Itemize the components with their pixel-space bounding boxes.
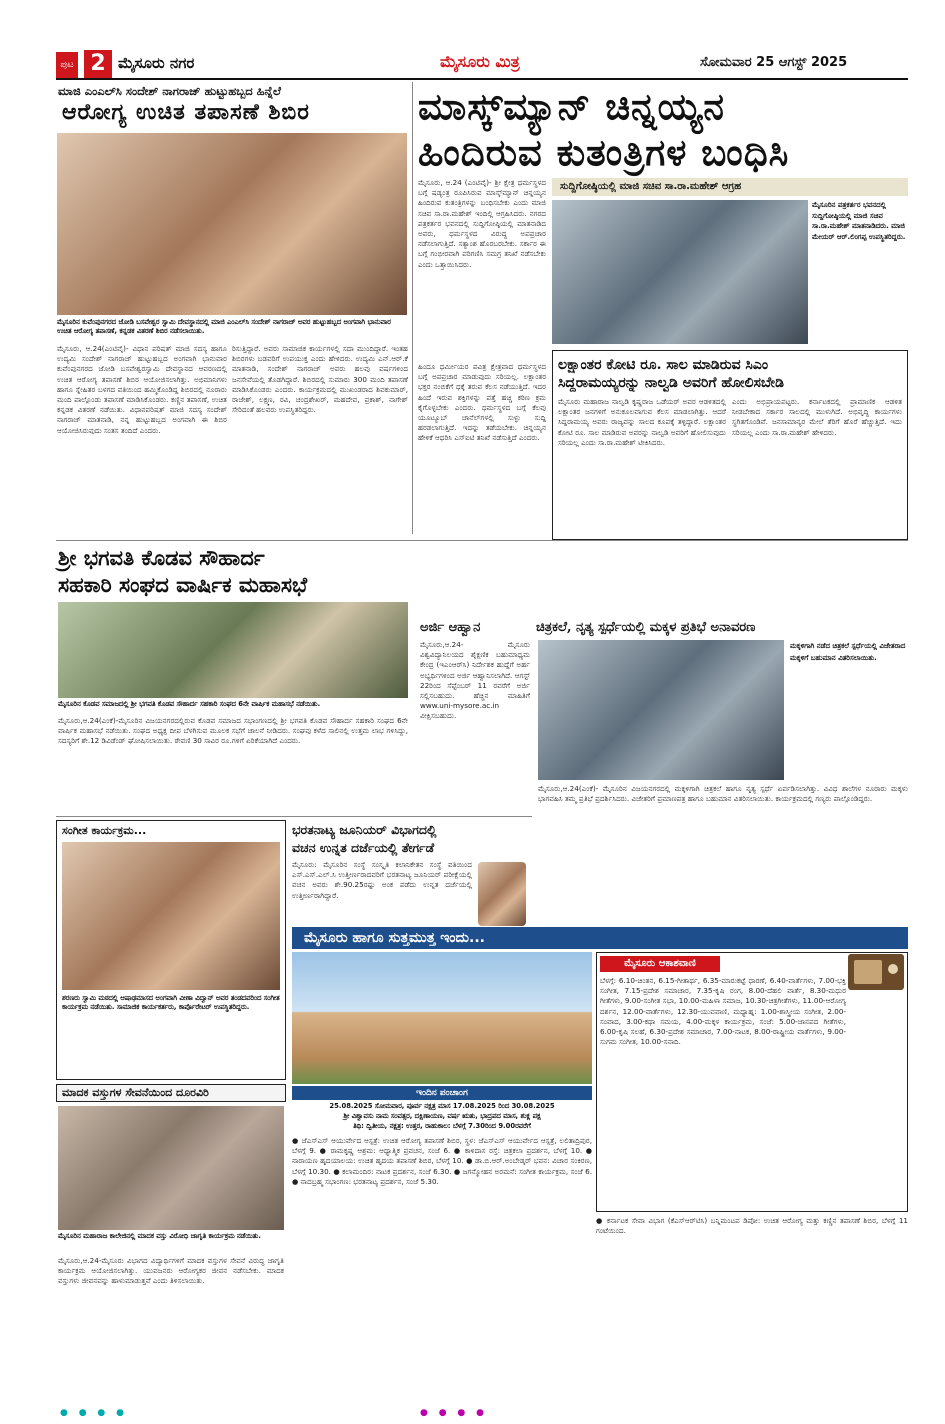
registration-marks-center: ● ● ● ●	[420, 1408, 488, 1418]
lead-photo-caption: ಮೈಸೂರಿನ ಪತ್ರಕರ್ತರ ಭವನದಲ್ಲಿ ಸುದ್ದಿಗೋಷ್ಠಿಯಲ್ಲಿ ಮಾಜಿ ಸಚಿವ ಸಾ.ರಾ.ಮಹೇಶ್ ಮಾತನಾಡಿದರು. ಮಾಜಿ ಮೇಯರ್ ಆರ್.ಲಿಂಗಪ್ಪ ಉಪಸ್ಥಿತರಿದ್ದರು.	[812, 201, 906, 241]
drug-awareness-photo	[58, 1106, 284, 1230]
story1-caption: ಮೈಸೂರಿನ ಕುವೆಂಪುನಗರದ ಜೋಡಿ ಬಸವೇಶ್ವರ ಸ್ವಾಮಿ ದೇವಸ್ಥಾನದಲ್ಲಿ ಮಾಜಿ ಎಂಎಲ್‌ಸಿ ಸಂದೇಶ್ ನಾಗರಾಜ್ ಅವರ ಹುಟ್ಟುಹಬ್ಬದ ಅಂಗವಾಗಿ ಭಾನುವಾರ ಉಚಿತ ಆರೋಗ್ಯ ತಪಾಸಣೆ, ಕನ್ನಡಕ ವಿತರಣೆ ಶಿಬಿರ ನಡೆಸಲಾಯಿತು.	[57, 318, 391, 335]
dancer-photo	[478, 862, 526, 926]
story3-caption: ಮೈಸೂರಿನ ಕೊಡವ ಸಮಾಜದಲ್ಲಿ ಶ್ರೀ ಭಗವತಿ ಕೊಡವ ಸೌಹಾರ್ದ ಸಹಕಾರಿ ಸಂಘದ 6ನೇ ವಾರ್ಷಿಕ ಮಹಾಸಭೆ ನಡೆಯಿತು.	[58, 700, 321, 708]
drawing-body: ಮೈಸೂರು,ಆ.24(ಎಂಕೆ)- ಮೈಸೂರಿನ ವಿಜಯನಗರದಲ್ಲಿ ಮಕ್ಕಳಿಗಾಗಿ ಚಿತ್ರಕಲೆ ಹಾಗೂ ನೃತ್ಯ ಸ್ಪರ್ಧೆ ಏರ್ಪಡಿಸಲಾಗಿತ್ತು. ವಿವಿಧ ಶಾಲೆಗಳ ನೂರಾರು ಮಕ್ಕಳು ಭಾಗವಹಿಸಿ ತಮ್ಮ ಪ್ರತಿಭೆ ಪ್ರದರ್ಶಿಸಿದರು. ವಿಜೇತರಿಗೆ ಪ್ರಮಾಣಪತ್ರ ಹಾಗೂ ಬಹುಮಾನ ವಿತರಿಸಲಾಯಿತು. ಕಾರ್ಯಕ್ರಮದಲ್ಲಿ ಗಣ್ಯರು ಪಾಲ್ಗೊಂಡಿದ್ದರು.	[538, 784, 908, 804]
today-events: ● ಜೆಎಸ್‌ಎಸ್ ಆಯುರ್ವೇದ ಆಸ್ಪತ್ರೆ: ಉಚಿತ ಆರೋಗ್ಯ ತಪಾಸಣೆ ಶಿಬಿರ, ಸ್ಥಳ: ಜೆಎಸ್‌ಎಸ್ ಆಯುರ್ವೇದ ಆಸ್ಪತ್ರೆ, ಲಲಿತಾದ್ರಿಪುರ, ಬೆಳಗ್ಗೆ 9. ● ರಾಮಕೃಷ್ಣ ಆಶ್ರಮ: ಆಧ್ಯಾತ್ಮಿಕ ಪ್ರವಚನ, ಸಂಜೆ 6. ● ಕಾಳಿದಾಸ ರಸ್ತೆ: ಚಿತ್ರಕಲಾ ಪ್ರದರ್ಶನ, ಬೆಳಗ್ಗೆ 10. ● ನಾರಾಯಣ ಹೃದಯಾಲಯ: ಉಚಿತ ಹೃದಯ ತಪಾಸಣೆ ಶಿಬಿರ, ಬೆಳಗ್ಗೆ 10. ● ಡಾ.ಬಿ.ಆರ್.ಅಂಬೇಡ್ಕರ್ ಭವನ: ವಿಚಾರ ಸಂಕಿರಣ, ಬೆಳಗ್ಗೆ 10.30. ● ಕಲಾಮಂದಿರ: ನಾಟಕ ಪ್ರದರ್ಶನ, ಸಂಜೆ 6.30. ● ಜಗನ್ಮೋಹನ ಅರಮನೆ: ಸಂಗೀತ ಕಾರ್ಯಕ್ರಮ, ಸಂಜೆ 6. ● ನಾದಬ್ರಹ್ಮ ಸಭಾಂಗಣ: ಭರತನಾಟ್ಯ ಪ್ರದರ್ಶನ, ಸಂಜೆ 5.30.	[292, 1136, 592, 1186]
page-number: 2	[84, 50, 112, 78]
panchanga-title: ಇಂದಿನ ಪಂಚಾಂಗ	[292, 1086, 592, 1100]
music-caption: ಶರಣರು ಸ್ವಾಮಿ ಮಠದಲ್ಲಿ ಆಷಾಢಮಾಸದ ಅಂಗವಾಗಿ ವೀಣಾ ವಿದ್ವಾನ್ ಅವರ ತಂಡದವರಿಂದ ಸಂಗೀತ ಕಾರ್ಯಕ್ರಮ ನಡೆಯಿತು. ಸಾಮಾಜಿಕ ಕಾರ್ಯಕರ್ತರು, ಕಾರ್ಪೊರೇಟರ್ ಉಪಸ್ಥಿತರಿದ್ದರು.	[62, 994, 280, 1011]
registration-marks-left: ● ● ● ●	[60, 1408, 128, 1418]
mysore-palace-photo	[292, 952, 592, 1084]
drug-title: ಮಾದಕ ವಸ್ತುಗಳ ಸೇವನೆಯಿಂದ ದೂರವಿರಿ	[62, 1086, 209, 1099]
story2-headline-line2: ಸಿದ್ದರಾಮಯ್ಯರನ್ನು ನಾಲ್ವಡಿ ಅವರಿಗೆ ಹೋಲಿಸಬೇಡಿ	[558, 375, 784, 391]
panchanga-line1: 25.08.2025 ಸೋಮವಾರ, ಪೂರ್ವ ನಕ್ಷತ್ರ ಮಾಸ 17.08.2025 ರಿಂದ 30.08.2025	[329, 1102, 555, 1110]
page-tag: ಪುಟ	[56, 52, 78, 78]
column-rule	[412, 82, 413, 534]
header-rule	[56, 78, 908, 80]
drawing-photo	[538, 640, 784, 780]
music-title: ಸಂಗೀತ ಕಾರ್ಯಕ್ರಮ...	[62, 824, 147, 837]
bharata-headline-line2: ವಚನ ಉನ್ನತ ದರ್ಜೆಯಲ್ಲಿ ತೇರ್ಗಡೆ	[292, 840, 435, 855]
press-meet-photo	[552, 200, 808, 344]
drug-body: ಮೈಸೂರು,ಆ.24-ಮೈಸೂರು ವಿಭಾಗದ ವಿದ್ಯಾರ್ಥಿಗಳಿಗೆ ಮಾದಕ ವಸ್ತುಗಳ ಸೇವನೆ ವಿರುದ್ಧ ಜಾಗೃತಿ ಕಾರ್ಯಕ್ರಮ ಆಯೋಜಿಸಲಾಗಿತ್ತು. ಯುವಜನರು ಆರೋಗ್ಯಕರ ಜೀವನ ನಡೆಸಬೇಕು. ಮಾದಕ ವಸ್ತುಗಳು ಜೀವನವನ್ನು ಹಾಳುಮಾಡುತ್ತವೆ ಎಂದು ತಿಳಿಸಲಾಯಿತು.	[58, 1256, 284, 1286]
drug-caption: ಮೈಸೂರಿನ ಮಹಾರಾಜ ಕಾಲೇಜಿನಲ್ಲಿ ಮಾದಕ ವಸ್ತು ವಿರೋಧಿ ಜಾಗೃತಿ ಕಾರ್ಯಕ್ರಮ ನಡೆಯಿತು.	[58, 1232, 261, 1240]
lead-body: ಮೈಸೂರು, ಆ.24 (ಎಂಟಿವೈ)- ಶ್ರೀ ಕ್ಷೇತ್ರ ಧರ್ಮಸ್ಥಳದ ಬಗ್ಗೆ ಷಡ್ಯಂತ್ರ ರೂಪಿಸಿರುವ ಮಾಸ್ಕ್‌ಮ್ಯಾನ್ ಚಿನ್ನಯ್ಯನ ಹಿಂದಿರುವ ಕುತಂತ್ರಿಗಳನ್ನು ಬಂಧಿಸಬೇಕು ಎಂದು ಮಾಜಿ ಸಚಿವ ಸಾ.ರಾ.ಮಹೇಶ್ ಇಂದಿಲ್ಲಿ ಆಗ್ರಹಿಸಿದರು. ನಗರದ ಪತ್ರಕರ್ತರ ಭವನದಲ್ಲಿ ಸುದ್ದಿಗೋಷ್ಠಿಯಲ್ಲಿ ಮಾತನಾಡಿದ ಅವರು, ಧರ್ಮಸ್ಥಳದ ವಿರುದ್ಧ ಅಪಪ್ರಚಾರ ನಡೆಸಲಾಗುತ್ತಿದೆ. ಸತ್ಯಾಂಶ ಹೊರಬರಬೇಕು. ಸರ್ಕಾರ ಈ ಬಗ್ಗೆ ಗಂಭೀರವಾಗಿ ಪರಿಗಣಿಸಿ ಸಮಗ್ರ ತನಿಖೆ ನಡೆಸಬೇಕು ಎಂದು ಒತ್ತಾಯಿಸಿದರು.	[418, 178, 546, 269]
lead-headline-line2: ಹಿಂದಿರುವ ಕುತಂತ್ರಿಗಳ ಬಂಧಿಸಿ	[418, 130, 790, 174]
bharata-body: ಮೈಸೂರು: ಮೈಸೂರಿನ ಸಂಸ್ಥೆ ಸಂಸ್ಕೃತಿ ಕಲಾನಿಕೇತನ ಸಂಸ್ಥೆ ವತಿಯಿಂದ ಎಸ್.ಎಸ್.ಎಲ್.ಸಿ ಉತ್ತೀರ್ಣರಾದವರಿಗೆ ಭರತನಾಟ್ಯ ಜೂನಿಯರ್ ಪರೀಕ್ಷೆಯಲ್ಲಿ ವಚನ ಅವರು ಶೇ.90.25ರಷ್ಟು ಅಂಕ ಪಡೆದು ಉನ್ನತ ದರ್ಜೆಯಲ್ಲಿ ಉತ್ತೀರ್ಣರಾಗಿದ್ದಾರೆ.	[292, 860, 472, 900]
kodava-meeting-photo	[58, 602, 408, 698]
panchanga-line3: ತಿಥಿ: ದ್ವಿತೀಯ, ನಕ್ಷತ್ರ: ಉತ್ತರ, ರಾಹುಕಾಲ: ಬೆಳಗ್ಗೆ 7.30ರಿಂದ 9.00ರವರೆಗೆ	[353, 1122, 531, 1130]
music-photo	[62, 842, 280, 990]
radio-title: ಮೈಸೂರು ಆಕಾಶವಾಣಿ	[600, 956, 720, 972]
radio-icon	[848, 954, 904, 990]
bharata-headline-line1: ಭರತನಾಟ್ಯ ಜೂನಿಯರ್ ವಿಭಾಗದಲ್ಲಿ	[292, 822, 437, 837]
lead-subhead: ಸುದ್ದಿಗೋಷ್ಠಿಯಲ್ಲಿ ಮಾಜಿ ಸಚಿವ ಸಾ.ರಾ.ಮಹೇಶ್ ಆಗ್ರಹ	[552, 178, 908, 196]
section-rule-2	[56, 816, 532, 817]
lead-headline-line1: ಮಾಸ್ಕ್‌ಮ್ಯಾನ್ ಚಿನ್ನಯ್ಯನ	[418, 84, 725, 128]
story1-body-right: ರಿಸುತ್ತಿದ್ದಾರೆ. ಅವರು ಸಾಮಾಜಿಕ ಕಾರ್ಯಗಳಲ್ಲಿ ಸದಾ ಮುಂದಿದ್ದಾರೆ. ಇಂತಹ ಶಿಬಿರಗಳು ಬಡವರಿಗೆ ಉಪಯುಕ್ತ ಎಂದು ಹೇಳಿದರು. ಉದ್ಯಮಿ ಎನ್.ಆರ್.ಕೆ ಮಾತನಾಡಿ, ಸಂದೇಶ್ ನಾಗರಾಜ್ ಅವರು ಹಲವು ವರ್ಷಗಳಿಂದ ಜನಸೇವೆಯಲ್ಲಿ ತೊಡಗಿದ್ದಾರೆ. ಶಿಬಿರದಲ್ಲಿ ಸುಮಾರು 300 ಮಂದಿ ತಪಾಸಣೆ ಮಾಡಿಸಿಕೊಂಡರು ಎಂದರು. ಕಾರ್ಯಕ್ರಮದಲ್ಲಿ ಮುಖಂಡರಾದ ಶಿವಕುಮಾರ್, ರಾಜೇಶ್, ಲಕ್ಷ್ಮಣ, ರವಿ, ಚಂದ್ರಶೇಖರ್, ಮಹದೇವ, ಪ್ರಕಾಶ್, ನಾಗೇಶ್ ಸೇರಿದಂತೆ ಹಲವರು ಉಪಸ್ಥಿತರಿದ್ದರು.	[232, 344, 408, 415]
radio-schedule: ಬೆಳಗ್ಗೆ: 6.10-ಚಿಂತನ, 6.15-ಗೀತಾರ್ಥ, 6.35-ಮಾರುಕಟ್ಟೆ ಧಾರಣೆ, 6.40-ವಾರ್ತೆಗಳು, 7.00-ಭಕ್ತಿ ಸಂಗೀತ, 7.15-ಪ್ರದೇಶ ಸಮಾಚಾರ, 7.35-ಕೃಷಿ ರಂಗ, 8.00-ದೆಹಲಿ ವಾರ್ತೆ, 8.30-ಮಧುರ ಗೀತೆಗಳು, 9.00-ಸಂಗೀತ ಸಭಾ, 10.00-ಮಹಿಳಾ ಸಮಾಜ, 10.30-ಚಿತ್ರಗೀತೆಗಳು, 11.00-ಆರೋಗ್ಯ ದರ್ಶನ, 12.00-ವಾರ್ತೆಗಳು, 12.30-ಯುವವಾಣಿ, ಮಧ್ಯಾಹ್ನ: 1.00-ಶಾಸ್ತ್ರೀಯ ಸಂಗೀತ, 2.00-ಸಂವಾದ, 3.00-ಕಥಾ ಸಮಯ, 4.00-ಮಕ್ಕಳ ಕಾರ್ಯಕ್ರಮ, ಸಂಜೆ: 5.00-ಜಾನಪದ ಗೀತೆಗಳು, 6.00-ಕೃಷಿ ಸಲಹೆ, 6.30-ಪ್ರದೇಶ ಸಮಾಚಾರ, 7.00-ನಾಟಕ, 8.00-ರಾಷ್ಟ್ರೀಯ ವಾರ್ತೆಗಳು, 9.00-ಸುಗಮ ಸಂಗೀತ, 10.00-ಸನಾದಿ.	[600, 976, 846, 1047]
masthead-logo: ಮೈಸೂರು ಮಿತ್ರ	[440, 52, 520, 71]
story2-headline-line1: ಲಕ್ಷಾಂತರ ಕೋಟಿ ರೂ. ಸಾಲ ಮಾಡಿರುವ ಸಿಎಂ	[558, 357, 769, 373]
panchanga-line2: ಶ್ರೀ ವಿಶ್ವಾವಸು ನಾಮ ಸಂವತ್ಸರ, ದಕ್ಷಿಣಾಯಣ, ವರ್ಷ ಋತು, ಭಾದ್ರಪದ ಮಾಸ, ಶುಕ್ಲ ಪಕ್ಷ	[343, 1112, 541, 1120]
section-title: ಮೈಸೂರು ನಗರ	[118, 54, 195, 72]
story3-body: ಮೈಸೂರು,ಆ.24(ಎಂಕೆ)-ಮೈಸೂರಿನ ವಿಜಯನಗರದಲ್ಲಿರುವ ಕೊಡವ ಸಮಾಜದ ಸಭಾಂಗಣದಲ್ಲಿ ಶ್ರೀ ಭಗವತಿ ಕೊಡವ ಸೌಹಾರ್ದ ಸಹಕಾರಿ ಸಂಘದ 6ನೇ ವಾರ್ಷಿಕ ಮಹಾಸಭೆ ನಡೆಯಿತು. ಸಂಘದ ಅಧ್ಯಕ್ಷ ದೀಪ ಬೆಳಗಿಸುವ ಮೂಲಕ ಸಭೆಗೆ ಚಾಲನೆ ನೀಡಿದರು. ಸಂಘವು ಕಳೆದ ಸಾಲಿನಲ್ಲಿ ಉತ್ತಮ ಲಾಭ ಗಳಿಸಿದ್ದು, ಸದಸ್ಯರಿಗೆ ಶೇ.12 ಡಿವಿಡೆಂಡ್ ಘೋಷಿಸಲಾಯಿತು. ಠೇವಣಿ 30 ಸಾವಿರ ರೂ.ಗಳಿಗೆ ಏರಿಕೆಯಾಗಿದೆ ಎಂದರು.	[58, 716, 408, 746]
story1-body-left: ಮೈಸೂರು, ಆ.24(ಎಂಟಿವೈ)- ವಿಧಾನ ಪರಿಷತ್ ಮಾಜಿ ಸದಸ್ಯ ಹಾಗೂ ಉದ್ಯಮಿ ಸಂದೇಶ್ ನಾಗರಾಜ್ ಹುಟ್ಟುಹಬ್ಬದ ಅಂಗವಾಗಿ ಭಾನುವಾರ ಕುವೆಂಪುನಗರದ ಜೋಡಿ ಬಸವೇಶ್ವರಸ್ವಾಮಿ ದೇವಸ್ಥಾನದ ಆವರಣದಲ್ಲಿ ಉಚಿತ ಆರೋಗ್ಯ ತಪಾಸಣೆ ಶಿಬಿರ ಆಯೋಜಿಸಲಾಗಿತ್ತು. ಅಭಿಮಾನಿಗಳು ಹಾಗೂ ಸ್ನೇಹಿತರ ಬಳಗದ ವತಿಯಿಂದ ಹಮ್ಮಿಕೊಂಡಿದ್ದ ಶಿಬಿರದಲ್ಲಿ ನೂರಾರು ಮಂದಿ ಪಾಲ್ಗೊಂಡು ತಪಾಸಣೆ ಮಾಡಿಸಿಕೊಂಡರು. ಕಣ್ಣಿನ ತಪಾಸಣೆ, ಉಚಿತ ಕನ್ನಡಕ ವಿತರಣೆ ನಡೆಯಿತು. ವಿಧಾನಪರಿಷತ್ ಮಾಜಿ ಸದಸ್ಯ ಸಂದೇಶ್ ನಾಗರಾಜ್ ಮಾತನಾಡಿ, ನನ್ನ ಹುಟ್ಟುಹಬ್ಬದ ಅಂಗವಾಗಿ ಈ ಶಿಬಿರ ಆಯೋಜಿಸಿರುವುದು ಸಂತಸ ತಂದಿದೆ ಎಂದರು.	[57, 344, 227, 435]
story2-body-2: ಎಂದು ಅಭಿಪ್ರಾಯಪಟ್ಟರು. ಕರ್ನಾಟಕದಲ್ಲಿ ಪ್ರಾಮಾಣಿಕ ಆಡಳಿತ ನೀಡಬೇಕಾದ ಸರ್ಕಾರ ಸಾಲದಲ್ಲಿ ಮುಳುಗಿದೆ. ಅಭಿವೃದ್ಧಿ ಕಾರ್ಯಗಳು ಸ್ಥಗಿತಗೊಂಡಿವೆ. ಜನಸಾಮಾನ್ಯರ ಮೇಲೆ ತೆರಿಗೆ ಹೊರೆ ಹೆಚ್ಚುತ್ತಿದೆ. ಇದು ಸರಿಯಲ್ಲ ಎಂದು ಸಾ.ರಾ.ಮಹೇಶ್ ಹೇಳಿದರು.	[732, 397, 902, 437]
drawing-headline: ಚಿತ್ರಕಲೆ, ನೃತ್ಯ ಸ್ಪರ್ಧೆಯಲ್ಲಿ ಮಕ್ಕಳ ಪ್ರತಿಭೆ ಅನಾವರಣ	[536, 620, 756, 635]
story3-headline-line2: ಸಹಕಾರಿ ಸಂಘದ ವಾರ್ಷಿಕ ಮಹಾಸಭೆ	[58, 572, 308, 597]
footer-note: ● ಕರ್ನಾಟಕ ಸೇವಾ ವಿಭಾಗ (ಕೆಎಸ್‌ಆರ್‌ಟಿಸಿ) ಬನ್ನಿಮಂಟಪ ಡಿಪೋ: ಉಚಿತ ಆರೋಗ್ಯ ಮತ್ತು ಕಣ್ಣಿನ ತಪಾಸಣೆ ಶಿಬಿರ, ಬೆಳಗ್ಗೆ 11 ಗಂಟೆಯಿಂದ.	[596, 1216, 908, 1236]
section-rule	[56, 540, 908, 541]
story2-body: ಮೈಸೂರು ಮಹಾರಾಜ ನಾಲ್ವಡಿ ಕೃಷ್ಣರಾಜ ಒಡೆಯರ್ ಅವರ ಆಡಳಿತದಲ್ಲಿ ಲಕ್ಷಾಂತರ ಜನಗಳಿಗೆ ಅನುಕೂಲವಾಗುವ ಕೆಲಸ ಮಾಡಲಾಗಿತ್ತು. ಆದರೆ ಸಿದ್ದರಾಮಯ್ಯ ಅವರು ರಾಜ್ಯವನ್ನು ಸಾಲದ ಕೂಪಕ್ಕೆ ತಳ್ಳಿದ್ದಾರೆ. ಲಕ್ಷಾಂತರ ಕೋಟಿ ರೂ. ಸಾಲ ಮಾಡಿರುವ ಅವರನ್ನು ನಾಲ್ವಡಿ ಅವರಿಗೆ ಹೋಲಿಸುವುದು ಸರಿಯಲ್ಲ ಎಂದು ಸಾ.ರಾ.ಮಹೇಶ್ ಟೀಕಿಸಿದರು.	[558, 397, 726, 447]
today-banner: ಮೈಸೂರು ಹಾಗೂ ಸುತ್ತಮುತ್ತ ಇಂದು...	[292, 927, 908, 949]
lead-body-2: ಹಿಂದೂ ಧರ್ಮೀಯರ ಪವಿತ್ರ ಕ್ಷೇತ್ರವಾದ ಧರ್ಮಸ್ಥಳದ ಬಗ್ಗೆ ಅಪಪ್ರಚಾರ ಮಾಡುವುದು ಸರಿಯಲ್ಲ. ಲಕ್ಷಾಂತರ ಭಕ್ತರ ನಂಬಿಕೆಗೆ ಧಕ್ಕೆ ತರುವ ಕೆಲಸ ನಡೆಯುತ್ತಿದೆ. ಇದರ ಹಿಂದೆ ಇರುವ ಶಕ್ತಿಗಳನ್ನು ಪತ್ತೆ ಹಚ್ಚಿ ಕಠಿಣ ಕ್ರಮ ಕೈಗೊಳ್ಳಬೇಕು ಎಂದರು. ಧರ್ಮಸ್ಥಳದ ಬಗ್ಗೆ ಕೆಲವು ಯೂಟ್ಯೂಬ್ ಚಾನೆಲ್‌ಗಳಲ್ಲಿ ಸುಳ್ಳು ಸುದ್ದಿ ಹರಡಲಾಗುತ್ತಿದೆ. ಇದನ್ನು ತಡೆಯಬೇಕು. ಚಿನ್ನಯ್ಯನ ಹೇಳಿಕೆ ಆಧರಿಸಿ ಎಸ್‌ಐಟಿ ತನಿಖೆ ನಡೆಸುತ್ತಿದೆ ಎಂದರು.	[418, 362, 546, 443]
story1-headline: ಆರೋಗ್ಯ ಉಚಿತ ತಪಾಸಣೆ ಶಿಬಿರ	[62, 99, 310, 125]
drawing-side-caption: ಮಕ್ಕಳಿಗಾಗಿ ನಡೆದ ಚಿತ್ರಕಲೆ ಸ್ಪರ್ಧೆಯಲ್ಲಿ ವಿಜೇತರಾದ ಮಕ್ಕಳಿಗೆ ಬಹುಮಾನ ವಿತರಿಸಲಾಯಿತು.	[790, 642, 906, 662]
story3-headline-line1: ಶ್ರೀ ಭಗವತಿ ಕೊಡವ ಸೌಹಾರ್ದ	[58, 545, 265, 570]
arji-title: ಅರ್ಜಿ ಆಹ್ವಾನ	[420, 620, 481, 635]
issue-date: ಸೋಮವಾರ 25 ಆಗಸ್ಟ್ 2025	[700, 55, 848, 70]
arji-body: ಮೈಸೂರು,ಆ.24- ಮೈಸೂರು ವಿಶ್ವವಿದ್ಯಾನಿಲಯದ ಶೈಕ್ಷಣಿಕ ಬಹುಮಾಧ್ಯಮ ಕೇಂದ್ರ (ಇಎಂಆರ್‌ಸಿ) ನಿರ್ದೇಶಕ ಹುದ್ದೆಗೆ ಅರ್ಹ ಅಭ್ಯರ್ಥಿಗಳಿಂದ ಅರ್ಜಿ ಆಹ್ವಾನಿಸಲಾಗಿದೆ. ಆಗಸ್ಟ್ 22ರಿಂದ ಸೆಪ್ಟೆಂಬರ್ 11 ರವರೆಗೆ ಅರ್ಜಿ ಸಲ್ಲಿಸಬಹುದು. ಹೆಚ್ಚಿನ ಮಾಹಿತಿಗೆ www.uni-mysore.ac.in ವೀಕ್ಷಿಸಬಹುದು.	[420, 640, 530, 721]
health-camp-photo	[57, 133, 407, 315]
story1-kicker: ಮಾಜಿ ಎಂಎಲ್‌ಸಿ ಸಂದೇಶ್ ನಾಗರಾಜ್ ಹುಟ್ಟುಹಬ್ಬದ ಹಿನ್ನೆಲೆ	[58, 84, 281, 98]
